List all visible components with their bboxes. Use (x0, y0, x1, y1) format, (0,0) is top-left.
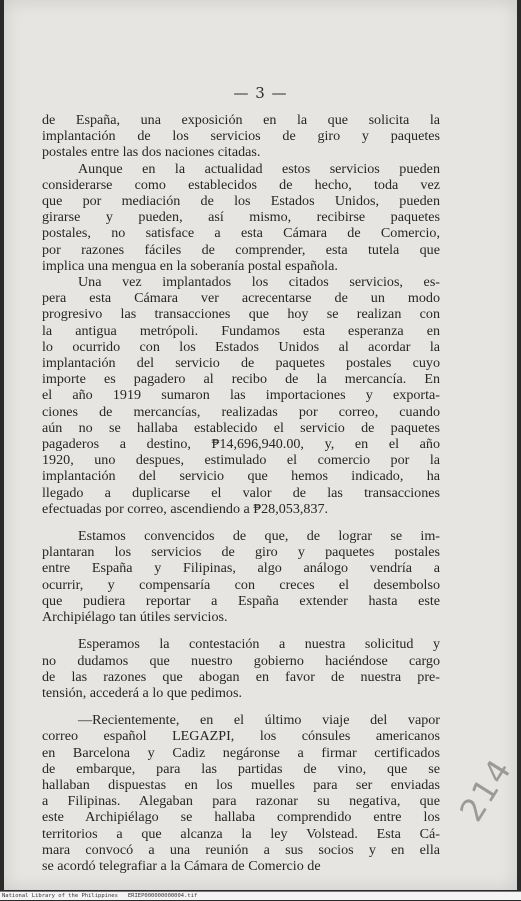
text-line: llegado a duplicarse el valor de las transacciones (42, 484, 440, 501)
text-line: considerarse como establecidos de hecho, toda vez (42, 176, 440, 193)
text-line: de las razones que abogan en favor de nuestra pre- (42, 668, 440, 685)
scan-footer: National Library of the Philippines ERIEP000000000004.tif (0, 891, 521, 900)
text-line: que pudiera reportar a España extender hasta este (42, 592, 440, 609)
text-line: este Archipiélago se hallaba comprendido entre los (42, 809, 440, 826)
text-line: no dudamos que nuestro gobierno haciéndose cargo (42, 652, 440, 669)
text-line: progresivo las transacciones que hoy se realizan con (42, 306, 440, 323)
text-line: entre España y Filipinas, algo análogo vendría a (42, 560, 440, 577)
text-line: que por mediación de los Estados Unidos, pueden (42, 193, 440, 210)
document-page (4, 0, 520, 890)
text-line: de embarque, para las partidas de vino, que se (42, 760, 440, 777)
text-line: efectuadas por correo, ascendiendo a ₱28,053,837. (42, 500, 329, 517)
text-line: implantación del servicio que hemos indicado, ha (42, 468, 440, 485)
text-line: postales, no satisface a esta Cámara de Comercio, (42, 225, 440, 242)
text-line: girarse y pueden, así mismo, recibirse paquetes (42, 209, 440, 226)
text-line: se acordó telegrafiar a la Cámara de Comercio de (42, 857, 321, 874)
text-line: Esperamos la contestación a nuestra solicitud y (78, 636, 440, 653)
text-line: correo español LEGAZPI, los cónsules americanos (42, 728, 440, 745)
text-line: Una vez implantados los citados servicios, es- (78, 274, 440, 291)
text-line: tensión, accederá a lo que pedimos. (42, 684, 242, 701)
text-line: aún no se hallaba establecido el servicio de paquetes (42, 419, 440, 436)
text-line: lo ocurrido con los Estados Unidos al acordar la (42, 338, 440, 355)
text-line: por razones fáciles de comprender, esta tutela que (42, 241, 440, 258)
text-line: Aunque en la actualidad estos servicios pueden (78, 160, 440, 177)
text-line: hallaban dispuestas en los muelles para ser enviadas (42, 776, 440, 793)
text-line: de España, una exposición en la que solicita la (42, 112, 440, 128)
text-line: Archipiélago tan útiles servicios. (42, 609, 228, 626)
text-line: en Barcelona y Cadiz negáronse a firmar certificados (42, 744, 440, 761)
text-line: implantación de los servicios de giro y paquetes (42, 128, 440, 145)
text-line: la antigua metrópoli. Fundamos esta esperanza en (42, 322, 440, 339)
text-line: importe es pagadero al recibo de la mercancía. En (42, 371, 440, 388)
text-line: mara convocó a una reunión a sus socios y en ella (42, 841, 440, 858)
text-line: pagaderos a destino, ₱14,696,940.00, y, en el año (42, 436, 440, 453)
text-line: implantación del servicio de paquetes postales cuyo (42, 355, 440, 372)
text-line: el año 1919 sumaron las importaciones y exporta- (42, 387, 440, 404)
text-line: ocurrir, y compensaría con creces el desembolso (42, 576, 440, 593)
text-line: territorios a que alcanza la ley Volstead. Esta Cá- (42, 825, 440, 842)
text-line: 1920, uno despues, estimulado el comercio por la (42, 452, 440, 469)
text-line: —Recientemente, en el último viaje del vapor (78, 712, 440, 729)
text-line: ciones de mercancías, realizadas por correo, cuando (42, 403, 440, 420)
text-line: a Filipinas. Alegaban para razonar su negativa, que (42, 793, 440, 810)
body-text (42, 112, 440, 874)
text-line: Estamos convencidos de que, de lograr se im- (78, 528, 440, 545)
text-line: implica una mengua en la soberanía postal española. (42, 257, 338, 274)
text-line: postales entre las dos naciones citadas. (42, 144, 261, 161)
handwritten-page-note: 214 (452, 751, 520, 829)
text-line: pera esta Cámara ver acrecentarse de un modo (42, 290, 440, 307)
page-number: — 3 — (233, 84, 288, 102)
text-line: plantaran los servicios de giro y paquetes postales (42, 544, 440, 561)
